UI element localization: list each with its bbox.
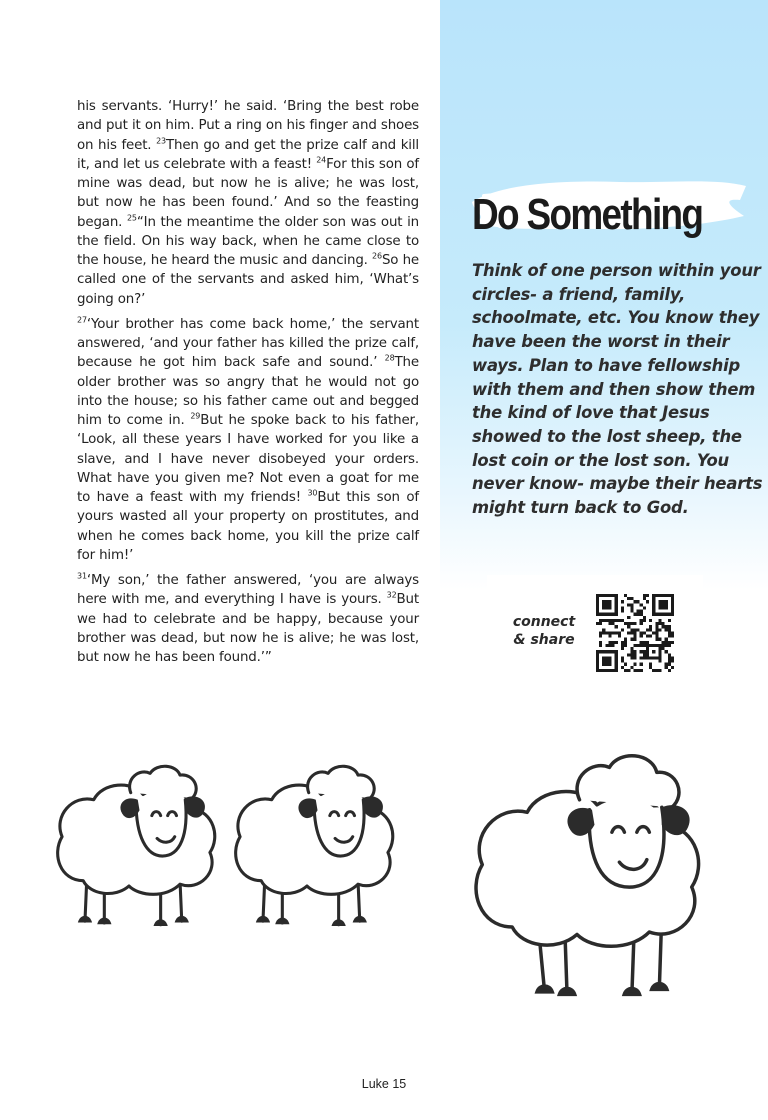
verse-number: 24 bbox=[316, 155, 327, 165]
verse-number: 25 bbox=[126, 213, 137, 223]
connect-share-label: connect & share bbox=[512, 614, 576, 648]
do-something-text: Think of one person within your circles- a friend, family, schoolmate, etc. You know they have been the worst in their ways. Plan to have fellowship with them and then show them the kind of love that Jesus showed to the lost sheep, the lost coin or the lost son. You never know- maybe their hearts might turn back to God. bbox=[472, 261, 763, 518]
verse-number: 30 bbox=[307, 488, 318, 498]
connect-share-box bbox=[487, 575, 703, 687]
scripture-paragraph-2: $^{27}$‘Your brother has come back home,’ the servant answered, ‘and your father has killed the prize calf, because he got him back safe and sound.’ $^{28}$The older brother was so angry that he would not go into the house; so his father came out and begged him to come in. $^{29}$But he spoke back to his father, ‘Look, all these years I have worked for you like a slave, and I have never disobeyed your orders. What have you given me? Not even a goat for me to have a feast with my friends! $^{30}$But this son of yours wasted all your property on prostitutes, and when he comes back home, you kill the prize calf for him!’ bbox=[77, 315, 420, 563]
verse-number: 32 bbox=[386, 590, 397, 600]
scripture-paragraph-3: $^{31}$‘My son,’ the father answered, ‘you are always here with me, and everything I have is yours. $^{32}$But we had to celebrate and be happy, because your brother was dead, but now he is alive; he was lost, but now he has been found.’” bbox=[77, 571, 419, 665]
sheep-illustration-left bbox=[48, 748, 224, 943]
page-footer-reference: Luke 15 bbox=[361, 1077, 407, 1091]
verse-number: 31 bbox=[77, 571, 87, 581]
verse-number: 27 bbox=[77, 315, 87, 325]
sheep-illustration-right bbox=[462, 740, 712, 1008]
sheep-illustration-middle bbox=[226, 748, 402, 943]
scripture-paragraph-1: his servants. ‘Hurry!’ he said. ‘Bring the best robe and put it on him. Put a ring on his finger and shoes on his feet. $^{23}$Then go and get the prize calf and kill it, and let us celebrate with a feast! $^{24}$For this son of mine was dead, but now he is alive; he was lost, but now he has been found.’ And so the feasting began. $^{25}$“In the meantime the older son was out in the field. On his way back, when he came close to the house, he heard the music and dancing. $^{26}$So he called one of the servants and asked him, ‘What’s going on?’ bbox=[77, 99, 420, 307]
verse-number: 23 bbox=[156, 136, 166, 146]
verse-number: 29 bbox=[190, 411, 201, 421]
do-something-heading: Do Something bbox=[472, 190, 703, 239]
verse-number: 26 bbox=[372, 251, 382, 261]
qr-code-icon[interactable] bbox=[596, 594, 674, 672]
scripture-text bbox=[77, 97, 419, 673]
verse-number: 28 bbox=[384, 353, 395, 363]
